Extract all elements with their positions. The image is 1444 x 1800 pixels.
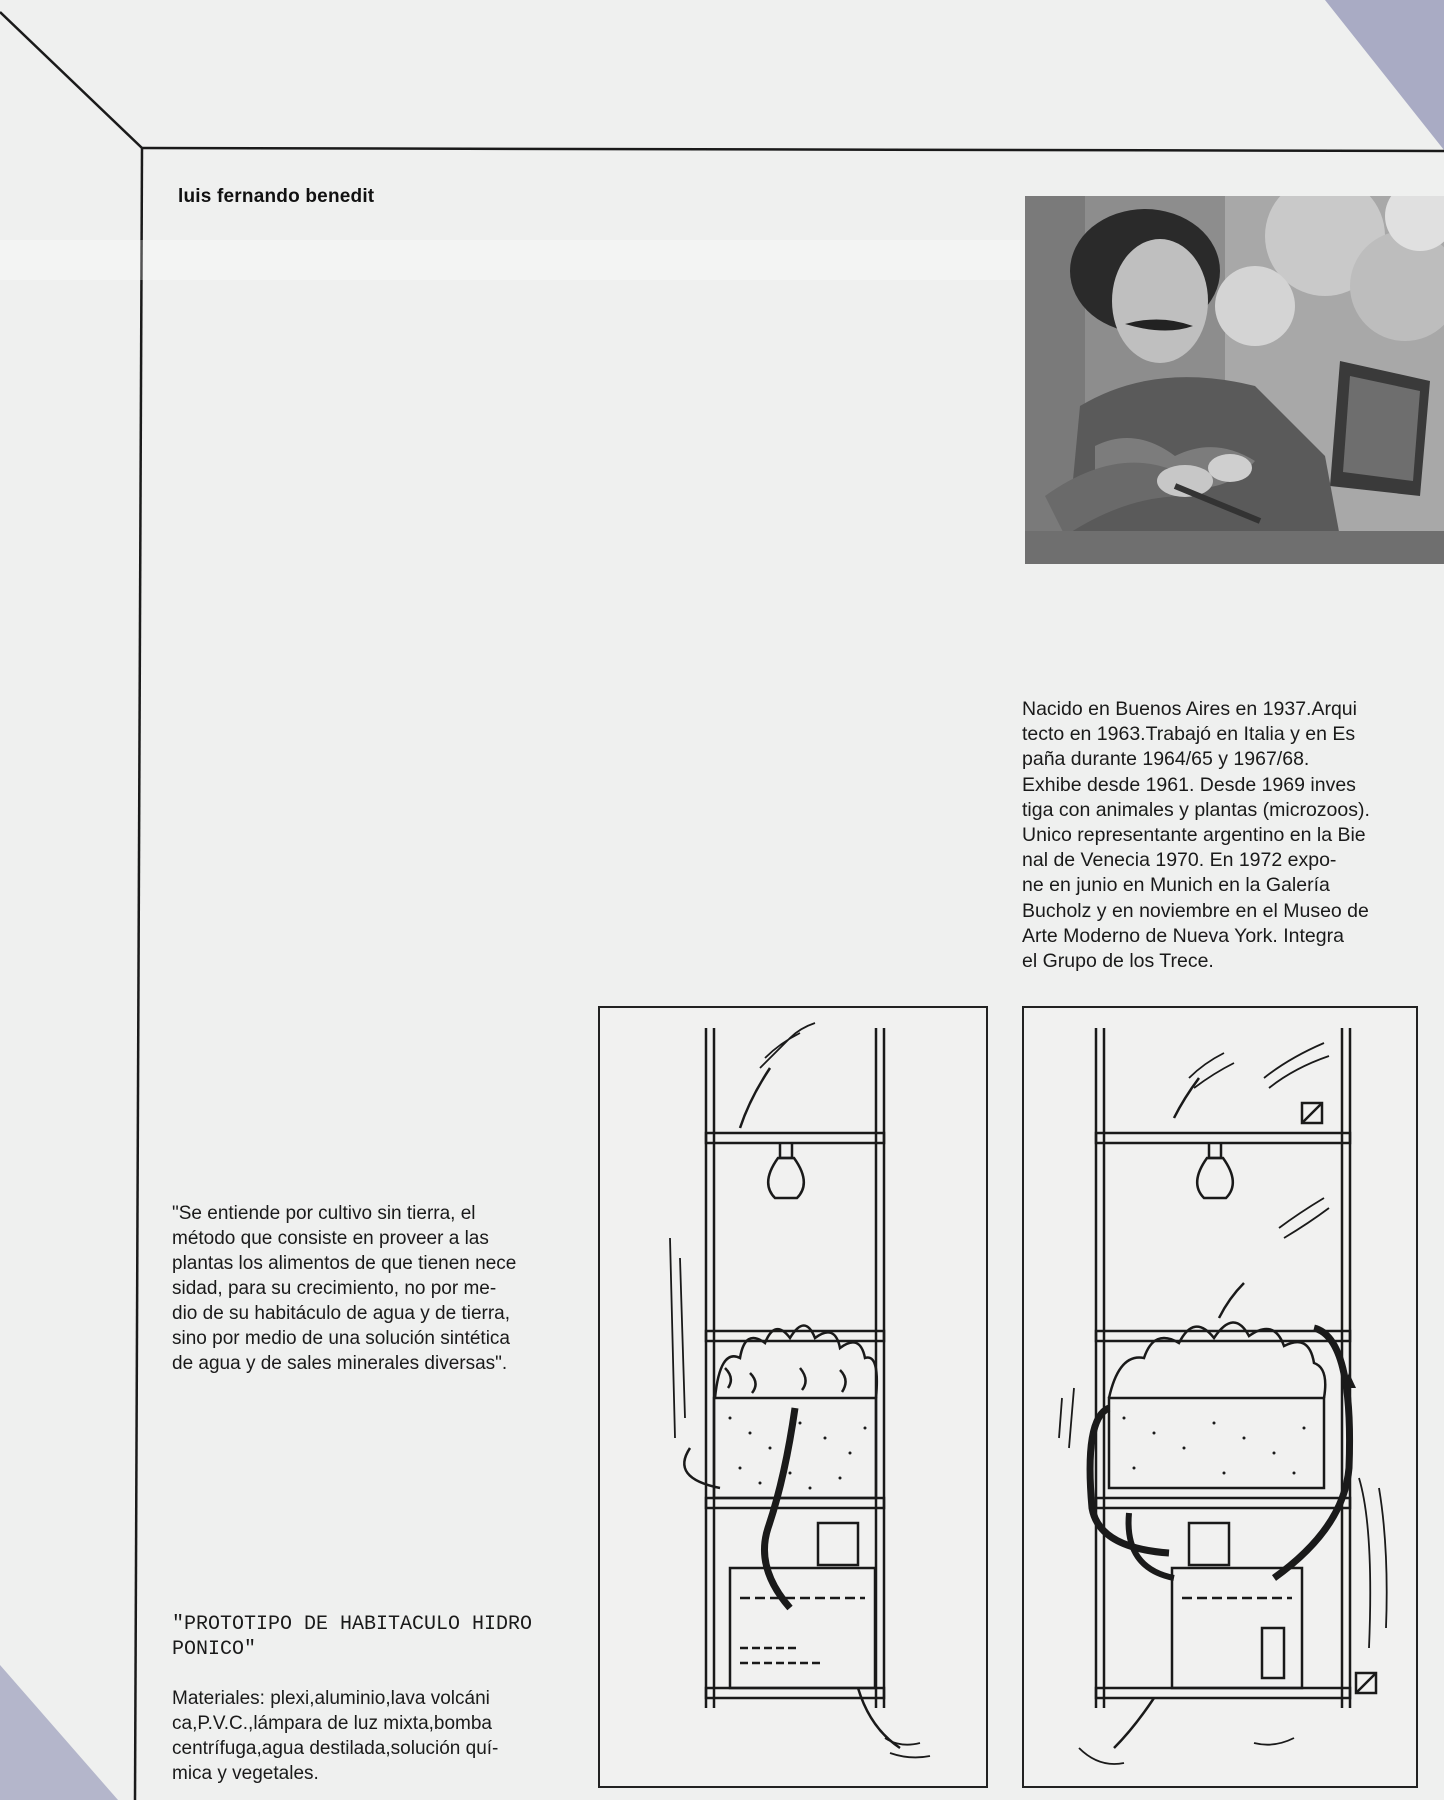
- materials-line: ca,P.V.C.,lámpara de luz mixta,bomba: [172, 1713, 493, 1734]
- work-title-line: PONICO": [172, 1638, 257, 1661]
- quote-line: "Se entiende por cultivo sin tierra, el: [172, 1203, 476, 1224]
- bio-line: el Grupo de los Trece.: [1022, 950, 1214, 973]
- corner-cutout-bottom-left: [0, 1665, 118, 1800]
- bio-line: tecto en 1963.Trabajó en Italia y en Es: [1022, 723, 1356, 746]
- bio-line: tiga con animales y plantas (microzoos).: [1022, 798, 1370, 821]
- bio-line: Exhibe desde 1961. Desde 1969 inves: [1022, 773, 1356, 796]
- hydroponic-diagram-simple: [598, 1006, 988, 1788]
- work-materials: [172, 1686, 592, 1786]
- materials-line: Materiales: plexi,aluminio,lava volcáni: [172, 1688, 490, 1709]
- bio-line: nal de Venecia 1970. En 1972 expo-: [1022, 849, 1337, 872]
- materials-line: mica y vegetales.: [172, 1763, 319, 1784]
- quote-line: sidad, para su crecimiento, no por me-: [172, 1278, 497, 1299]
- quote-line: sino por medio de una solución sintética: [172, 1328, 510, 1349]
- hydroponic-diagram-pump: [1022, 1006, 1418, 1788]
- bio-line: Arte Moderno de Nueva York. Integra: [1022, 924, 1344, 947]
- artist-name: luis fernando benedit: [178, 186, 375, 207]
- corner-cutout-top-right: [1325, 0, 1444, 150]
- work-title-line: "PROTOTIPO DE HABITACULO HIDRO: [172, 1613, 533, 1636]
- bio-line: paña durante 1964/65 y 1967/68.: [1022, 748, 1310, 771]
- artist-biography: [1022, 697, 1432, 974]
- materials-line: centrífuga,agua destilada,solución quí-: [172, 1738, 499, 1759]
- work-title: [172, 1612, 592, 1662]
- quote-line: método que consiste en proveer a las: [172, 1228, 489, 1249]
- bio-line: Nacido en Buenos Aires en 1937.Arqui: [1022, 698, 1357, 720]
- bio-line: Bucholz y en noviembre en el Museo de: [1022, 899, 1369, 922]
- quote-line: plantas los alimentos de que tienen nece: [172, 1253, 517, 1274]
- quote-line: dio de su habitáculo de agua y de tierra,: [172, 1303, 511, 1324]
- quote-line: de agua y de sales minerales diversas".: [172, 1353, 508, 1374]
- hydroponic-pump-drawing-icon: [1024, 1008, 1416, 1786]
- hydroponics-quote: [172, 1201, 592, 1376]
- artist-portrait-icon: [1025, 196, 1444, 564]
- hydroponic-shelf-drawing-icon: [600, 1008, 986, 1786]
- artist-portrait-photo: [1025, 196, 1444, 564]
- bio-line: ne en junio en Munich en la Galería: [1022, 874, 1330, 897]
- bio-line: Unico representante argentino en la Bie: [1022, 824, 1366, 847]
